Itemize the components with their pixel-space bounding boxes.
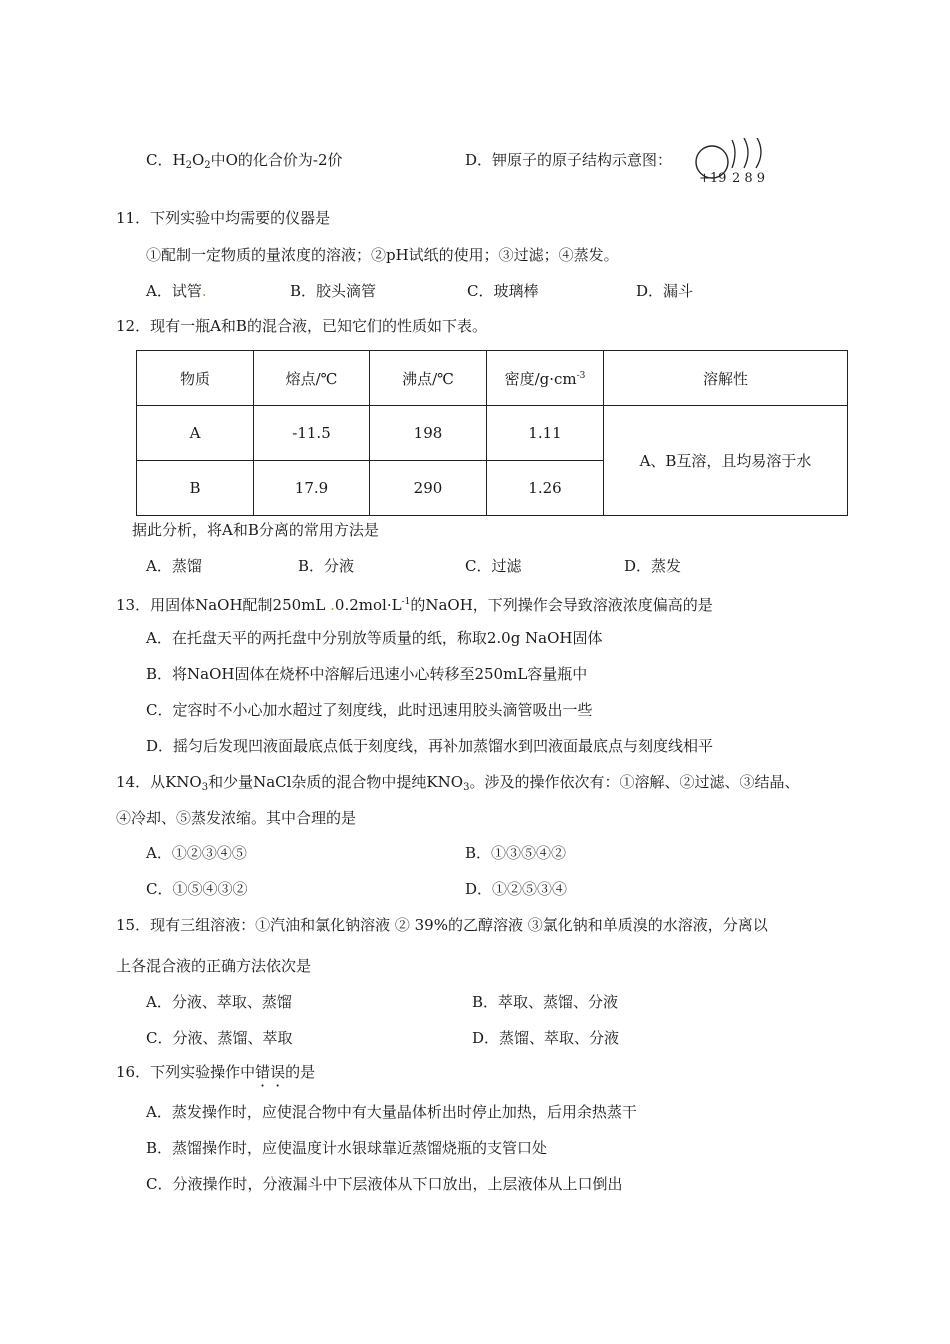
q13-option-c: C．定容时不小心加水超过了刻度线，此时迅速用胶头滴管吸出一些: [146, 701, 593, 719]
q14-option-d: D．①②⑤③④: [465, 880, 568, 898]
mark-dot: .: [325, 596, 335, 614]
q13-option-d: D．摇匀后发现凹液面最底点低于刻度线，再补加蒸馏水到凹液面最底点与刻度线相平: [146, 737, 714, 755]
q10-c-pre: C．H: [146, 151, 186, 169]
q16-emphasis-2: 误: [270, 1063, 286, 1081]
header-boiling-point: 沸点/℃: [370, 351, 487, 406]
q14-stem-line1: [116, 772, 799, 798]
row-a-density: 1.11: [487, 406, 604, 461]
row-b-mp: 17.9: [254, 461, 370, 516]
q11-option-d: D．漏斗: [636, 282, 694, 300]
q14-option-b: B．①③⑤④②: [465, 844, 567, 862]
q16-stem-post: 的是: [285, 1063, 316, 1081]
row-a-mp: -11.5: [254, 406, 370, 461]
shell-arc-2: [744, 138, 748, 168]
row-b-name: B: [137, 461, 254, 516]
shell-arc-1: [732, 140, 735, 168]
row-b-density: 1.26: [487, 461, 604, 516]
q13-stem-pre: 13．用固体NaOH配制250mL: [116, 596, 326, 614]
q12-stem: 12．现有一瓶A和B的混合液，已知它们的性质如下表。: [116, 317, 487, 335]
mark-dot: .: [201, 282, 207, 300]
shell-electrons: 2 8 9: [732, 171, 766, 186]
q10-c-post: 中O的化合价为-2价: [210, 151, 343, 169]
density-exponent: -3: [576, 370, 586, 381]
q15-option-d: D．蒸馏、萃取、分液: [472, 1029, 620, 1047]
q13-option-b: B．将NaOH固体在烧杯中溶解后迅速小心转移至250mL容量瓶中: [146, 665, 588, 683]
q15-stem-line2: 上各混合液的正确方法依次是: [116, 957, 312, 975]
q16-option-b: B．蒸馏操作时，应使温度计水银球靠近蒸馏烧瓶的支管口处: [146, 1139, 548, 1157]
q12-followup: 据此分析，将A和B分离的常用方法是: [132, 521, 379, 539]
q10-c-mid: O: [191, 151, 205, 169]
nucleus-charge: +19: [699, 171, 727, 186]
q15-stem-line1: 15．现有三组溶液：①汽油和氯化钠溶液 ② 39%的乙醇溶液 ③氯化钠和单质溴的水溶液，分离以: [116, 916, 768, 934]
q16-stem-pre: 16．下列实验操作中: [116, 1063, 256, 1081]
q11-option-b: B．胶头滴管: [290, 282, 377, 300]
q13-stem: [116, 592, 713, 615]
q10-option-c: [146, 150, 343, 176]
q10-c-sub1: 2: [185, 160, 192, 171]
q16-emphasis-1: 错: [255, 1063, 271, 1081]
q14-option-a: A．①②③④⑤: [146, 844, 247, 862]
properties-table: [136, 350, 848, 516]
q11-stem: 11．下列实验中均需要的仪器是: [116, 209, 331, 227]
header-melting-point: 熔点/℃: [254, 351, 370, 406]
q11-option-a: [146, 281, 207, 301]
row-a-name: A: [137, 406, 254, 461]
q14-stem-a: 14．从KNO: [116, 773, 202, 791]
row-a-bp: 198: [370, 406, 487, 461]
q11-list: ①配制一定物质的量浓度的溶液；②pH试纸的使用；③过滤；④蒸发。: [146, 246, 619, 264]
q13-stem-post: 的NaOH，下列操作会导致溶液浓度偏高的是: [410, 596, 713, 614]
solubility-cell: A、B互溶，且均易溶于水: [604, 406, 848, 516]
shell-arc-3: [756, 138, 761, 168]
q16-option-a: A．蒸发操作时，应使混合物中有大量晶体析出时停止加热，后用余热蒸干: [146, 1103, 637, 1121]
q15-option-c: C．分液、蒸馏、萃取: [146, 1029, 293, 1047]
q14-stem-c: 。涉及的操作依次有：①溶解、②过滤、③结晶、: [469, 773, 800, 791]
q10-c-sub2: 2: [204, 160, 211, 171]
q12-option-d: D．蒸发: [624, 557, 682, 575]
potassium-atom-diagram: [694, 138, 786, 192]
q13-stem-mid: 0.2mol·L: [334, 596, 402, 614]
q10-option-d: D．钾原子的原子结构示意图：: [465, 151, 673, 169]
q12-option-c: C．过滤: [465, 557, 522, 575]
header-density: [487, 351, 604, 406]
q11-a-text: A．试管: [146, 282, 202, 300]
q16-stem: [116, 1062, 315, 1082]
q14-stem-line2: ④冷却、⑤蒸发浓缩。其中合理的是: [116, 809, 357, 827]
q14-stem-sub2: 3: [463, 782, 470, 793]
header-substance: 物质: [137, 351, 254, 406]
q15-option-a: A．分液、萃取、蒸馏: [146, 993, 292, 1011]
q13-stem-exp: -1: [401, 597, 411, 607]
q14-stem-sub1: 3: [201, 782, 209, 793]
q16-option-c: C．分液操作时，分液漏斗中下层液体从下口放出，上层液体从上口倒出: [146, 1175, 623, 1193]
q13-option-a: A．在托盘天平的两托盘中分别放等质量的纸，称取2.0g NaOH固体: [146, 629, 603, 647]
q15-option-b: B．萃取、蒸馏、分液: [472, 993, 619, 1011]
row-b-bp: 290: [370, 461, 487, 516]
q11-option-c: C．玻璃棒: [467, 282, 539, 300]
header-solubility: 溶解性: [604, 351, 848, 406]
density-label: 密度/g·cm: [504, 369, 577, 388]
q12-option-b: B．分液: [298, 557, 355, 575]
q14-option-c: C．①⑤④③②: [146, 880, 248, 898]
q12-option-a: A．蒸馏: [146, 557, 202, 575]
q14-stem-b: 和少量NaCl杂质的混合物中提纯KNO: [208, 773, 464, 791]
